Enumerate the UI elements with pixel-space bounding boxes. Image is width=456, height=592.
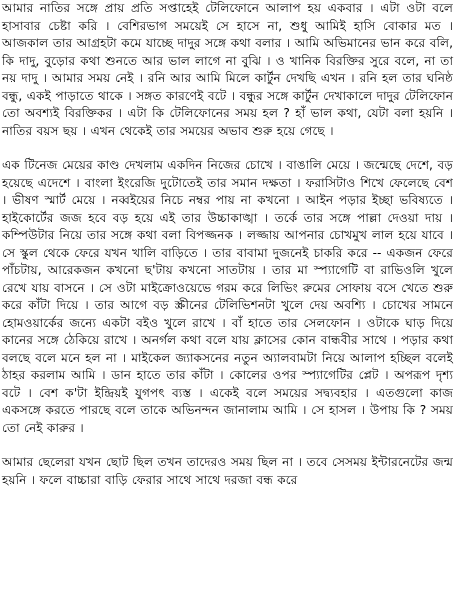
paragraph-grandson-phone-calls: আমার নাতির সঙ্গে প্রায় প্রতি সপ্তাহেই টেলিফোনে আলাপ হয় একবার । এটা ওটা বলে হাসাবার চেষ্টা করি । বেশিরভাগ সময়েই সে হাসে না, শুধু আমিই হাসি বোকার মত । আজকাল তার আগ্রহটা কমে যাচ্ছে দাদুর সঙ্গে কথা বলার । আমি অভিমানের ভান করে বলি, কি দাদু, বুড়োর কথা শুনতে আর ভাল লাগে না বুঝি । ও খানিক বিরক্তির সুরে বলে, না তা নয় দাদু । আমার সময় নেই । রনি আর আমি মিলে কার্টুন দেখছি এখন । রনি হল তার ঘনিষ্ঠ বন্ধু, একই পাড়াতে থাকে । সঙ্গত কারণেই বটে । বন্ধুর সঙ্গে কার্টুন দেখাকালে দাদুর টেলিফোন তো অবশ্যই বিরক্তিকর । এটা কি টেলিফোনের সময় হল ? হাঁ ভাল কথা, যেটা বলা হয়নি । নাতির বয়স ছয় । এখন থেকেই তার সময়ের অভাব শুরু হয়ে গেছে । xyxy=(2,1,453,138)
paragraph-teenage-girl-multitasking: এক টিনেজ মেয়ের কাণ্ড দেখলাম একদিন নিজের চোখে । বাঙালি মেয়ে । জন্মেছে দেশে, বড় হয়েছে এদেশে । বাংলা ইংরেজি দুটোতেই তার সমান দক্ষতা । ফরাসিটাও শিখে ফেলেছে বেশ । ভীষণ স্মার্ট মেয়ে । নব্বইয়ের নিচে নম্বর পায় না কখনো । আইন পড়ার ইচ্ছা ভবিষ্যতে । হাইকোর্টের জজ হবে বড় হয়ে এই তার উচ্চাকাঙ্খা । তর্কে তার সঙ্গে পাল্লা দেওয়া দায় । কম্পিউটার নিয়ে তার সঙ্গে কথা বলা বিপজ্জনক । লজ্জায় আপনার চোখমুখ লাল হয়ে যাবে । সে স্কুল থেকে ফেরে যখন খালি বাড়িতে । তার বাবামা দুজনেই চাকরি করে -- একজন ফেরে পাঁচটায়, আরেকজন কখনো ছ'টায় কখনো সাতটায় । তার মা স্প্যাগেটি বা রাভিওলি খুলে রেখে যায় বাসনে । সে ওটা মাইক্রোওয়েভে গরম করে লিভিং রুমের সোফায় বসে খেতে শুরু করে কাঁটা দিয়ে । তার আগে বড় স্ক্রীনের টেলিভিশনটা খুলে দেয় অবশ্যি । চোখের সামনে হোমওয়ার্কের জন্যে একটা বইও খুলে রাখে । বাঁ হাতে তার সেলফোন । ওটাকে ঘাড় দিয়ে কানের সঙ্গে ঠেকিয়ে রাখে । অনর্গল কথা বলে যায় ক্লাসের কোন বান্ধবীর সাথে । পড়ার কথা বলছে বলে মনে হল না । মাইকেল জ্যাকসনের নতুন অ্যালবামটা নিয়ে আলাপ হচ্ছিল বলেই ঠাহর করলাম আমি । ডান হাতে তার কাঁটা । কোলের ওপর স্প্যাগেটির প্লেট । অপরূপ দৃশ্য বটে । বেশ ক'টা ইন্দ্রিয়ই যুগপৎ ব্যস্ত । একেই বলে সময়ের সদ্ব্যবহার । এতগুলো কাজ একসঙ্গে করতে পারছে বলে তাকে অভিনন্দন জানালাম আমি । সে হাসল । উপায় কি ? সময় তো নেই কারুর । xyxy=(2,158,453,435)
paragraph-sons-childhood: আমার ছেলেরা যখন ছোট ছিল তখন তাদেরও সময় ছিল না । তবে সেসময় ইন্টারনেটের জন্ম হয়নি । ফলে বাচ্চারা বাড়ি ফেরার সাথে সাথে দরজা বন্ধ করে xyxy=(2,455,453,487)
